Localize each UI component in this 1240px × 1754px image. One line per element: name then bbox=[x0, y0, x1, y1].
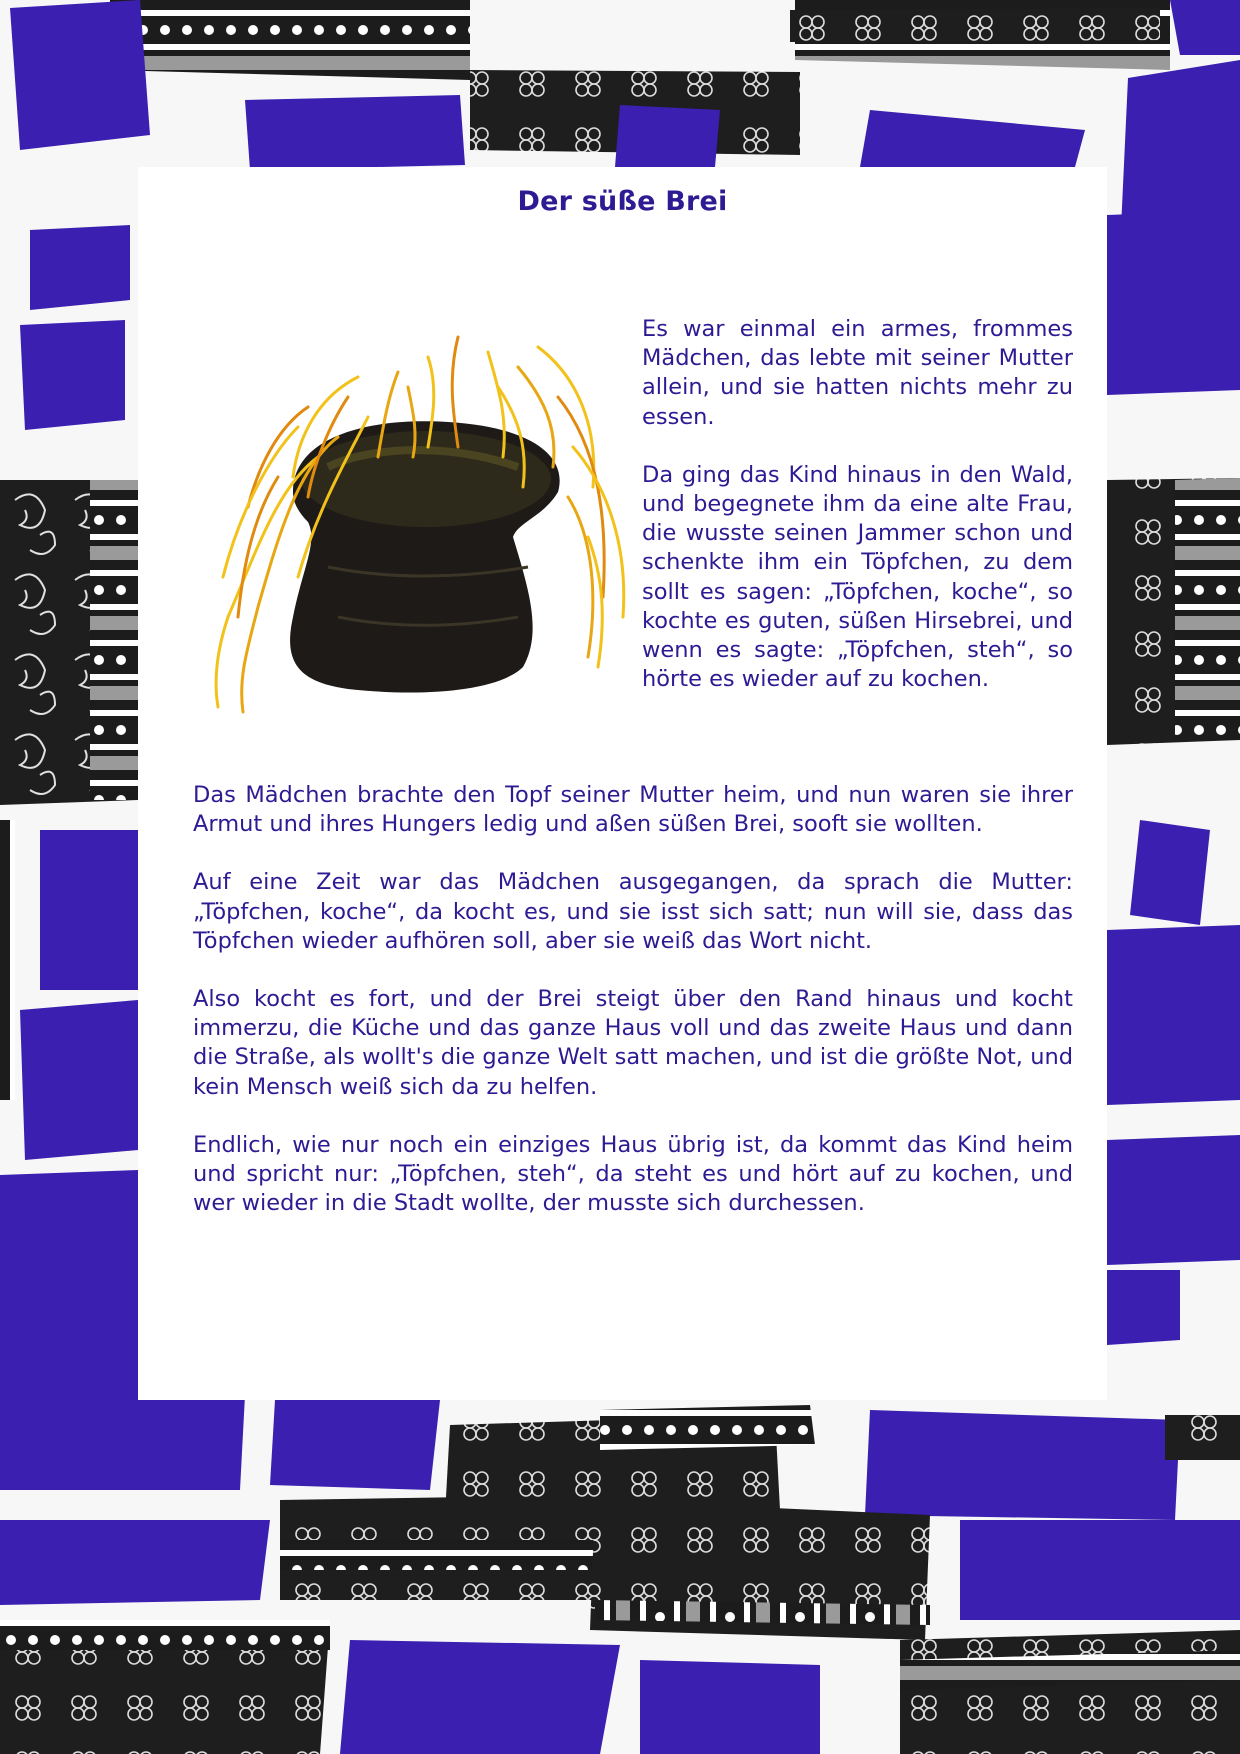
paragraph: Es war einmal ein armes, frommes Mädchen, das lebte mit seiner Mutter allein, und sie hatten nichts mehr zu essen. bbox=[642, 316, 1073, 430]
page-title: Der süße Brei bbox=[517, 186, 728, 217]
text-column-full bbox=[193, 781, 1073, 1247]
paragraph: Da ging das Kind hinaus in den Wald, und begegnete ihm da eine alte Frau, die wusste seinen Jammer schon und schenkte ihm ein Töpfchen, zu dem sollt es sagen: „Töpfchen, koche“, so kochte es guten, süßen Hirsebrei, und wenn es sagte: „Töpfchen, steh“, so hörte es wieder auf zu kochen. bbox=[642, 461, 1073, 693]
paragraph: Das Mädchen brachte den Topf seiner Mutter heim, und nun waren sie ihrer Armut und ihres Hungers ledig und aßen süßen Brei, sooft sie wollten. bbox=[193, 782, 1073, 838]
paragraph: Auf eine Zeit war das Mädchen ausgegangen, da sprach die Mutter: „Töpfchen, koche“, da kocht es, und sie isst sich satt; nun will sie, dass das Töpfchen wieder aufhören soll, aber sie weiß das Wort nicht. bbox=[193, 869, 1073, 954]
pot-illustration bbox=[198, 317, 638, 737]
paragraph: Also kocht es fort, und der Brei steigt über den Rand hinaus und kocht immerzu, die Küche und das ganze Haus voll und das zweite Haus und dann die Straße, als wollt's die ganze Welt satt machen, und ist die größte Not, und kein Mensch weiß sich da zu helfen. bbox=[193, 986, 1073, 1100]
paragraph: Endlich, wie nur noch ein einziges Haus übrig ist, da kommt das Kind heim und spricht nur: „Töpfchen, steh“, da steht es und hört auf zu kochen, und wer wieder in die Stadt wollte, der musste sich durchessen. bbox=[193, 1131, 1073, 1217]
document-page bbox=[138, 167, 1107, 1400]
text-column-right bbox=[642, 315, 1073, 723]
